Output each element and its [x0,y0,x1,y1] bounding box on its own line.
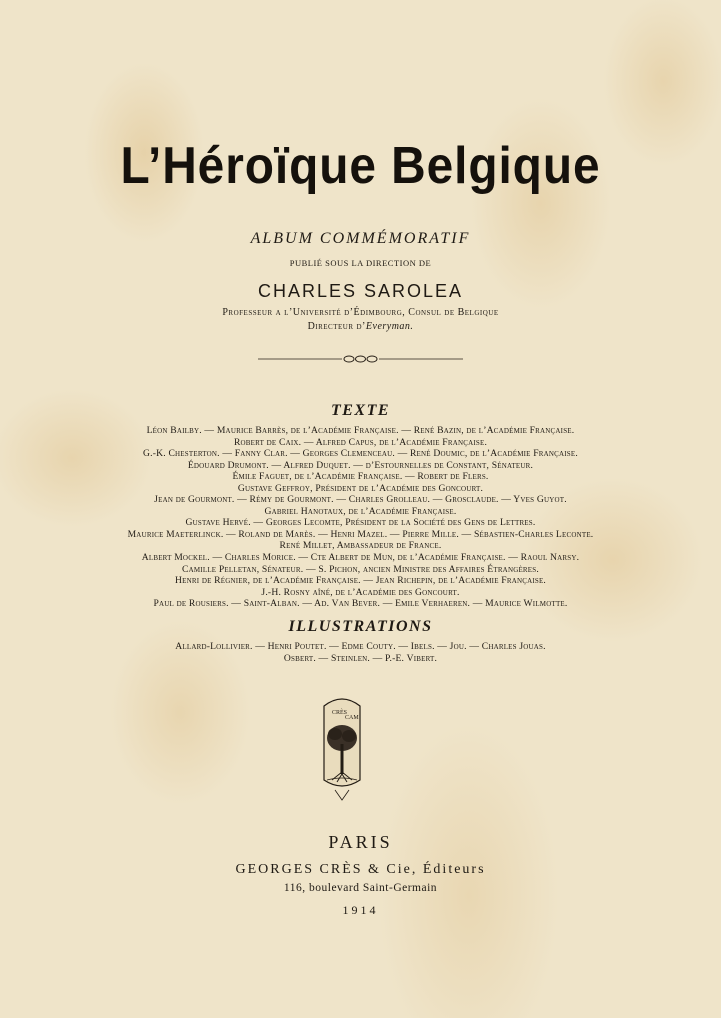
author-line: Albert Mockel. — Charles Morice. — Cte Albert de Mun, de l’Académie Française. — Raoul Narsy. [141,552,580,564]
logo-text-left: CRÈS [332,710,348,716]
illustrator-list [0,641,721,664]
author-line: Henri de Régnier, de l’Académie Française. — Jean Richepin, de l’Académie Française. [174,575,547,587]
texte-heading: TEXTE [330,402,391,419]
imprint-publisher: GEORGES CRÈS & Cie, Éditeurs [235,862,486,877]
everyman-title: Everyman. [365,321,414,332]
publisher-tree-logo [321,692,363,802]
author-line: René Millet, Ambassadeur de France. [279,540,442,552]
author-line: Jean de Gourmont. — Rémy de Gourmont. — Charles Grolleau. — Grosclaude. — Yves Guyot. [154,494,567,506]
director-of-prefix: Directeur d’ [307,321,366,332]
imprint-address: 116, boulevard Saint-Germain [283,882,438,894]
author-line: Léon Bailby. — Maurice Barrès, de l’Académie Française. — René Bazin, de l’Académie Française. [146,425,575,436]
logo-text-right: CAM [345,715,359,721]
author-line: Paul de Rousiers. — Saint-Alban. — Ad. Van Bever. — Emile Verhaeren. — Maurice Wilmotte. [153,598,568,610]
book-title: L’Héroïque Belgique [120,137,601,195]
ornament-divider [258,352,463,366]
director-name: CHARLES SAROLEA [257,281,464,301]
illustrator-line: Osbert. — Steinlen. — P.-E. Vibert. [283,652,438,664]
author-line: Camille Pelletan, Sénateur. — S. Pichon, ancien Ministre des Affaires Étrangères. [182,563,539,575]
director-credentials: Professeur a l’Université d’Édimbourg, Consul de Belgique [222,307,499,318]
author-line: G.-K. Chesterton. — Fanny Clar. — Georges Clemenceau. — René Doumic, de l’Académie Française. [143,448,578,460]
author-line: J.-H. Rosny aîné, de l’Académie des Goncourt. [261,586,460,598]
texte-author-list [0,425,721,610]
author-line: Robert de Caix. — Alfred Capus, de l’Académie Française. [233,436,488,448]
director-of-line [0,321,721,332]
author-line: Édouard Drumont. — Alfred Duquet. — d’Estournelles de Constant, Sénateur. [187,459,534,471]
imprint-city: PARIS [328,832,393,852]
author-line: Émile Faguet, de l’Académie Française. — Robert de Flers. [232,471,489,483]
author-line: Gabriel Hanotaux, de l’Académie Française. [264,505,457,517]
author-line: Maurice Maeterlinck. — Roland de Marès. — Henri Mazel. — Pierre Mille. — Sébastien-Charles Leconte. [127,528,594,540]
imprint-year: 1914 [342,903,379,917]
author-line: Gustave Geffroy, Président de l’Académie des Goncourt. [237,482,484,494]
book-subtitle: ALBUM COMMÉMORATIF [250,230,471,247]
author-line: Gustave Hervé. — Georges Lecomte, Président de la Société des Gens de Lettres. [185,517,536,529]
illustrator-line: Allard-Lollivier. — Henri Poutet. — Edme Couty. — Ibels. — Jou. — Charles Jouas. [175,641,546,652]
published-under-line: PUBLIÉ SOUS LA DIRECTION DE [289,258,432,268]
illustrations-heading: ILLUSTRATIONS [288,618,433,635]
